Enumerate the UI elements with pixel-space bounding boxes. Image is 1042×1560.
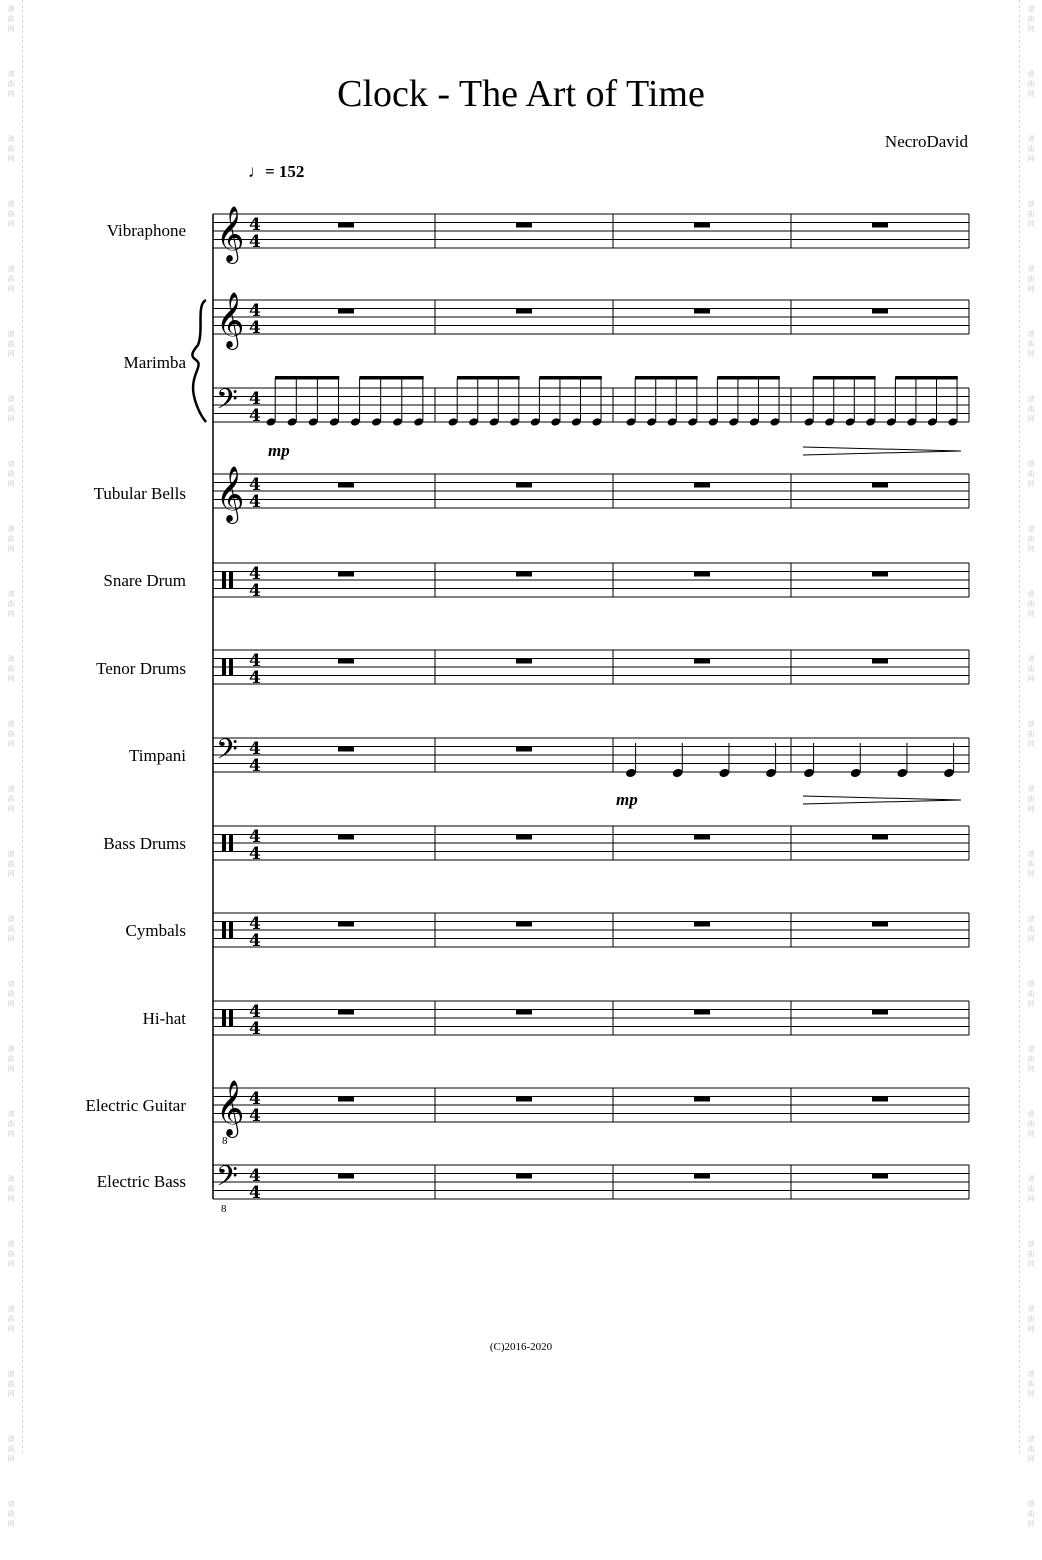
time-signature-numerator: 4 bbox=[249, 475, 261, 495]
whole-rest bbox=[516, 572, 532, 577]
instrument-label-electric-bass: Electric Bass bbox=[96, 1172, 186, 1191]
watermark-glyph: 谱 曲 网 bbox=[1027, 1045, 1035, 1073]
whole-rest bbox=[872, 223, 888, 228]
instrument-label-bass-drums: Bass Drums bbox=[103, 834, 186, 853]
whole-rest bbox=[872, 483, 888, 488]
watermark-glyph: 谱 曲 网 bbox=[1027, 1240, 1035, 1268]
whole-rest bbox=[694, 1174, 710, 1179]
instrument-label-tenor-drums: Tenor Drums bbox=[96, 659, 186, 678]
watermark-glyph: 谱 曲 网 bbox=[7, 200, 15, 228]
note-beam bbox=[895, 376, 958, 380]
whole-rest bbox=[872, 922, 888, 927]
whole-rest bbox=[872, 1010, 888, 1015]
whole-rest bbox=[872, 1097, 888, 1102]
watermark-glyph: 谱 曲 网 bbox=[7, 135, 15, 163]
percussion-clef bbox=[222, 572, 226, 589]
instrument-label-electric-guitar: Electric Guitar bbox=[85, 1096, 186, 1115]
whole-rest bbox=[338, 309, 354, 314]
watermark-glyph: 谱 曲 网 bbox=[7, 850, 15, 878]
watermark-glyph: 谱 曲 网 bbox=[1027, 200, 1035, 228]
time-signature-denominator: 4 bbox=[249, 1106, 261, 1126]
whole-rest bbox=[516, 309, 532, 314]
percussion-clef bbox=[229, 572, 233, 589]
time-signature-denominator: 4 bbox=[249, 844, 261, 864]
whole-rest bbox=[694, 835, 710, 840]
watermark-glyph: 谱 曲 网 bbox=[1027, 5, 1035, 33]
time-signature-denominator: 4 bbox=[249, 581, 261, 601]
percussion-clef bbox=[229, 835, 233, 852]
percussion-clef bbox=[229, 659, 233, 676]
whole-rest bbox=[516, 922, 532, 927]
whole-rest bbox=[338, 1097, 354, 1102]
watermark-glyph: 谱 曲 网 bbox=[7, 5, 15, 33]
watermark-glyph: 谱 曲 网 bbox=[7, 1435, 15, 1463]
decrescendo-hairpin bbox=[803, 796, 961, 800]
dynamic-mp: mp bbox=[616, 790, 638, 809]
whole-rest bbox=[872, 835, 888, 840]
time-signature-denominator: 4 bbox=[249, 318, 261, 338]
whole-rest bbox=[516, 223, 532, 228]
instrument-label-tubular-bells: Tubular Bells bbox=[93, 484, 186, 503]
watermark-glyph: 谱 曲 网 bbox=[7, 915, 15, 943]
whole-rest bbox=[516, 1097, 532, 1102]
treble-clef: 𝄞 bbox=[216, 292, 245, 348]
watermark-glyph: 谱 曲 网 bbox=[7, 395, 15, 423]
decrescendo-hairpin bbox=[803, 451, 961, 455]
watermark-glyph: 谱 曲 网 bbox=[7, 330, 15, 358]
whole-rest bbox=[516, 1174, 532, 1179]
watermark-glyph: 谱 曲 网 bbox=[1027, 720, 1035, 748]
watermark-glyph: 谱 曲 网 bbox=[7, 1110, 15, 1138]
instrument-label-cymbals: Cymbals bbox=[125, 921, 186, 940]
time-signature-numerator: 4 bbox=[249, 651, 261, 671]
time-signature-denominator: 4 bbox=[249, 232, 261, 252]
instrument-label-marimba: Marimba bbox=[123, 353, 186, 372]
whole-rest bbox=[516, 747, 532, 752]
watermark-glyph: 谱 曲 网 bbox=[1027, 1175, 1035, 1203]
note-beam bbox=[359, 376, 423, 380]
watermark-glyph: 谱 曲 网 bbox=[7, 525, 15, 553]
whole-rest bbox=[516, 1010, 532, 1015]
watermark-glyph: 谱 曲 网 bbox=[1027, 1435, 1035, 1463]
note-beam bbox=[275, 376, 339, 380]
time-signature-denominator: 4 bbox=[249, 492, 261, 512]
watermark-glyph: 谱 曲 网 bbox=[1027, 460, 1035, 488]
whole-rest bbox=[872, 659, 888, 664]
watermark-glyph: 谱 曲 网 bbox=[7, 1500, 15, 1528]
whole-rest bbox=[338, 1010, 354, 1015]
whole-rest bbox=[338, 223, 354, 228]
time-signature-numerator: 4 bbox=[249, 215, 261, 235]
watermark-glyph: 谱 曲 网 bbox=[7, 590, 15, 618]
treble-clef: 𝄞 bbox=[216, 1080, 245, 1136]
whole-rest bbox=[694, 922, 710, 927]
octave-mark: 8 bbox=[222, 1135, 228, 1147]
note-beam bbox=[635, 376, 698, 380]
percussion-clef bbox=[229, 922, 233, 939]
whole-rest bbox=[694, 1010, 710, 1015]
decrescendo-hairpin bbox=[803, 447, 961, 451]
marimba-brace bbox=[192, 300, 206, 422]
watermark-glyph: 谱 曲 网 bbox=[1027, 590, 1035, 618]
whole-rest bbox=[694, 1097, 710, 1102]
watermark-glyph: 谱 曲 网 bbox=[1027, 980, 1035, 1008]
whole-rest bbox=[338, 835, 354, 840]
whole-rest bbox=[694, 659, 710, 664]
time-signature-denominator: 4 bbox=[249, 756, 261, 776]
watermark-glyph: 谱 曲 网 bbox=[7, 1240, 15, 1268]
watermark-glyph: 谱 曲 网 bbox=[7, 1175, 15, 1203]
watermark-glyph: 谱 曲 网 bbox=[7, 655, 15, 683]
watermark-glyph: 谱 曲 网 bbox=[1027, 785, 1035, 813]
treble-clef: 𝄞 bbox=[216, 466, 245, 522]
watermark-glyph: 谱 曲 网 bbox=[7, 460, 15, 488]
instrument-label-vibraphone: Vibraphone bbox=[106, 221, 186, 240]
time-signature-numerator: 4 bbox=[249, 827, 261, 847]
whole-rest bbox=[694, 483, 710, 488]
watermark-glyph: 谱 曲 网 bbox=[1027, 525, 1035, 553]
time-signature-numerator: 4 bbox=[249, 1089, 261, 1109]
whole-rest bbox=[338, 572, 354, 577]
whole-rest bbox=[338, 922, 354, 927]
watermark-glyph: 谱 曲 网 bbox=[1027, 1110, 1035, 1138]
watermark-glyph: 谱 曲 网 bbox=[1027, 395, 1035, 423]
instrument-label-hi-hat: Hi-hat bbox=[142, 1009, 186, 1028]
whole-rest bbox=[694, 309, 710, 314]
watermark-glyph: 谱 曲 网 bbox=[1027, 1305, 1035, 1333]
instrument-label-timpani: Timpani bbox=[128, 746, 186, 765]
octave-mark: 8 bbox=[221, 1203, 227, 1215]
watermark-glyph: 谱 曲 网 bbox=[1027, 655, 1035, 683]
watermark-glyph: 谱 曲 网 bbox=[7, 980, 15, 1008]
whole-rest bbox=[694, 223, 710, 228]
percussion-clef bbox=[229, 1010, 233, 1027]
note-beam bbox=[457, 376, 520, 380]
whole-rest bbox=[338, 483, 354, 488]
percussion-clef bbox=[222, 659, 226, 676]
treble-clef: 𝄞 bbox=[216, 206, 245, 262]
copyright-notice: (C)2016-2020 bbox=[489, 1341, 553, 1353]
composer-name: NecroDavid bbox=[884, 132, 968, 151]
bass-clef: 𝄢 bbox=[216, 1160, 238, 1200]
note-beam bbox=[813, 376, 876, 380]
tempo-marking: ♩= 152 bbox=[248, 162, 305, 181]
watermark-glyph: 谱 曲 网 bbox=[1027, 1500, 1035, 1528]
time-signature-denominator: 4 bbox=[249, 406, 261, 426]
watermark-glyph: 谱 曲 网 bbox=[7, 785, 15, 813]
time-signature-denominator: 4 bbox=[249, 1019, 261, 1039]
time-signature-numerator: 4 bbox=[249, 301, 261, 321]
watermark-glyph: 谱 曲 网 bbox=[1027, 1370, 1035, 1398]
whole-rest bbox=[516, 483, 532, 488]
watermark-glyph: 谱 曲 网 bbox=[7, 1370, 15, 1398]
bass-clef: 𝄢 bbox=[216, 733, 238, 773]
watermark-glyph: 谱 曲 网 bbox=[7, 1305, 15, 1333]
dynamic-mp: mp bbox=[268, 441, 290, 460]
whole-rest bbox=[338, 1174, 354, 1179]
time-signature-denominator: 4 bbox=[249, 668, 261, 688]
watermark-glyph: 谱 曲 网 bbox=[7, 1045, 15, 1073]
whole-rest bbox=[338, 747, 354, 752]
time-signature-numerator: 4 bbox=[249, 1002, 261, 1022]
watermark-glyph: 谱 曲 网 bbox=[1027, 850, 1035, 878]
whole-rest bbox=[872, 309, 888, 314]
decrescendo-hairpin bbox=[803, 800, 961, 804]
whole-rest bbox=[338, 659, 354, 664]
percussion-clef bbox=[222, 835, 226, 852]
time-signature-numerator: 4 bbox=[249, 389, 261, 409]
watermark-glyph: 谱 曲 网 bbox=[7, 70, 15, 98]
watermark-glyph: 谱 曲 网 bbox=[1027, 70, 1035, 98]
bass-clef: 𝄢 bbox=[216, 383, 238, 423]
percussion-clef bbox=[222, 922, 226, 939]
watermark-glyph: 谱 曲 网 bbox=[7, 720, 15, 748]
instrument-label-snare-drum: Snare Drum bbox=[103, 571, 186, 590]
time-signature-numerator: 4 bbox=[249, 914, 261, 934]
note-beam bbox=[539, 376, 602, 380]
time-signature-numerator: 4 bbox=[249, 1166, 261, 1186]
watermark-glyph: 谱 曲 网 bbox=[1027, 135, 1035, 163]
time-signature-numerator: 4 bbox=[249, 739, 261, 759]
watermark-glyph: 谱 曲 网 bbox=[1027, 330, 1035, 358]
whole-rest bbox=[872, 572, 888, 577]
whole-rest bbox=[694, 572, 710, 577]
watermark-glyph: 谱 曲 网 bbox=[7, 265, 15, 293]
watermark-glyph: 谱 曲 网 bbox=[1027, 915, 1035, 943]
time-signature-numerator: 4 bbox=[249, 564, 261, 584]
percussion-clef bbox=[222, 1010, 226, 1027]
score-title: Clock - The Art of Time bbox=[337, 73, 705, 115]
time-signature-denominator: 4 bbox=[249, 931, 261, 951]
whole-rest bbox=[516, 659, 532, 664]
note-beam bbox=[717, 376, 780, 380]
watermark-glyph: 谱 曲 网 bbox=[1027, 265, 1035, 293]
time-signature-denominator: 4 bbox=[249, 1183, 261, 1203]
whole-rest bbox=[872, 1174, 888, 1179]
whole-rest bbox=[516, 835, 532, 840]
